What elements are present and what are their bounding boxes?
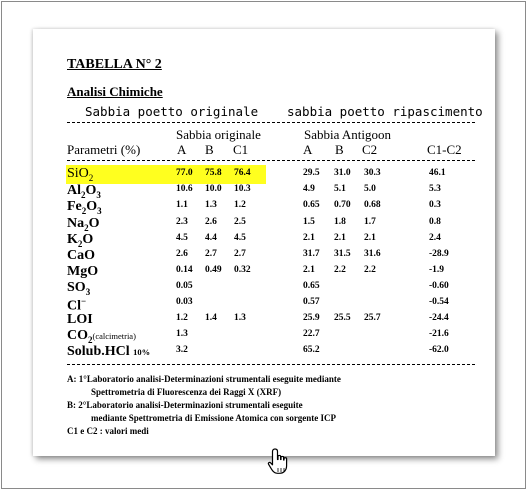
value-cell-c1: 1.3	[234, 313, 246, 323]
value-cell-b2: 5.1	[334, 184, 346, 194]
value-cell-a2: 0.57	[303, 297, 320, 307]
footnote-c-line: C1 e C2 : valori medi	[67, 426, 149, 436]
column-header-b2: B	[335, 142, 344, 157]
column-header-c1: C1	[233, 142, 249, 157]
value-cell-diff: -28.9	[429, 249, 449, 259]
column-header-a1: A	[177, 142, 187, 157]
value-cell-c2: 30.3	[364, 168, 381, 178]
value-cell-diff: 0.8	[429, 217, 441, 227]
value-cell-a2: 31.7	[303, 249, 320, 259]
value-cell-c2: 25.7	[364, 313, 381, 323]
value-cell-b2: 31.5	[334, 249, 351, 259]
value-cell-a2: 29.5	[303, 168, 320, 178]
value-cell-c1: 2.7	[234, 249, 246, 259]
mono-header-left: Sabbia poetto originale	[85, 104, 259, 119]
value-cell-diff: -21.6	[429, 329, 449, 339]
value-cell-a2: 4.9	[303, 184, 315, 194]
value-cell-c2: 2.2	[364, 265, 376, 275]
param-fe2o3: $Fe_2O_3$	[67, 199, 102, 216]
value-cell-a1: 0.05	[176, 281, 193, 291]
value-cell-b2: 2.2	[334, 265, 346, 275]
mono-header-right: sabbia poetto ripascimento	[287, 104, 483, 119]
param-mgo: MgO	[67, 264, 99, 279]
value-cell-diff: -24.4	[429, 313, 449, 323]
footnote-a-line1: A: 1°Laboratorio analisi-Determinazioni strumentali eseguite mediante	[67, 374, 341, 384]
value-cell-b1: 1.3	[205, 200, 217, 210]
value-cell-diff: -1.9	[429, 265, 445, 275]
footnote-b-line1: B: 2°Laboratorio analisi-Determinazioni strumentali eseguite	[67, 400, 303, 410]
value-cell-diff: -0.54	[429, 297, 449, 307]
param-cao: CaO	[67, 248, 95, 263]
value-cell-a2: 25.9	[303, 313, 320, 323]
hand-cursor-icon	[266, 447, 292, 477]
footnote-b-line2: mediante Spettrometria di Emissione Atomica con sorgente ICP	[91, 413, 337, 423]
value-cell-a1: 0.14	[176, 265, 193, 275]
param-sio2: SiO$_2$	[67, 166, 94, 183]
value-cell-b1: 0.49	[205, 265, 222, 275]
value-cell-diff: -62.0	[429, 345, 449, 355]
value-cell-b2: 2.1	[334, 233, 346, 243]
group-header-original: Sabbia originale	[176, 127, 261, 142]
value-cell-b1: 75.8	[205, 168, 222, 178]
value-cell-diff: 46.1	[429, 168, 446, 178]
value-cell-b2: 25.5	[334, 313, 351, 323]
value-cell-b1: 1.4	[205, 313, 217, 323]
value-cell-c2: 31.6	[364, 249, 381, 259]
value-cell-a1: 1.2	[176, 313, 188, 323]
value-cell-a1: 4.5	[176, 233, 188, 243]
param-na2o: $Na_2O$	[67, 216, 100, 233]
value-cell-a1: 0.03	[176, 297, 193, 307]
value-cell-c1: 0.32	[234, 265, 251, 275]
value-cell-a1: 2.3	[176, 217, 188, 227]
value-cell-a1: 10.6	[176, 184, 193, 194]
value-cell-b1: 10.0	[205, 184, 222, 194]
value-cell-c2: 2.1	[364, 233, 376, 243]
value-cell-a2: 0.65	[303, 200, 320, 210]
value-cell-diff: 2.4	[429, 233, 441, 243]
table-title: TABELLA N° 2	[67, 57, 162, 72]
value-cell-b1: 4.4	[205, 233, 217, 243]
value-cell-diff: 0.3	[429, 200, 441, 210]
value-cell-c2: 5.0	[364, 184, 376, 194]
value-cell-a2: 22.7	[303, 329, 320, 339]
column-header-diff: C1-C2	[427, 142, 462, 157]
value-cell-b1: 2.6	[205, 217, 217, 227]
param-al2o3: $Al_2O_3$	[67, 183, 101, 200]
column-header-c2: C2	[362, 142, 378, 157]
value-cell-b1: 2.7	[205, 249, 217, 259]
param-co2: $CO_2(calcimetria)$	[67, 328, 136, 345]
value-cell-b2: 31.0	[334, 168, 351, 178]
value-cell-a1: 1.1	[176, 200, 188, 210]
value-cell-a1: 2.6	[176, 249, 188, 259]
value-cell-a2: 65.2	[303, 345, 320, 355]
param-solub-hcl: Solub.HCl 10%	[67, 344, 151, 359]
value-cell-a1: 77.0	[176, 168, 193, 178]
column-header-b1: B	[205, 142, 214, 157]
document-page	[33, 29, 495, 456]
param-so3: $SO_3$	[67, 280, 91, 297]
dashed-rule-bottom	[67, 364, 475, 365]
value-cell-c2: 1.7	[364, 217, 376, 227]
value-cell-c1: 4.5	[234, 233, 246, 243]
group-header-antigoon: Sabbia Antigoon	[304, 127, 392, 142]
param-cl: Cl−	[67, 296, 87, 314]
section-subtitle: Analisi Chimiche	[67, 84, 163, 99]
value-cell-a2: 2.1	[303, 233, 315, 243]
value-cell-a1: 3.2	[176, 345, 188, 355]
value-cell-c1: 1.2	[234, 200, 246, 210]
value-cell-b2: 1.8	[334, 217, 346, 227]
column-header-a2: A	[303, 142, 313, 157]
value-cell-a2: 1.5	[303, 217, 315, 227]
value-cell-c1: 2.5	[234, 217, 246, 227]
param-k2o: $K_2O$	[67, 232, 94, 249]
value-cell-c1: 76.4	[234, 168, 251, 178]
dashed-rule-top	[67, 122, 475, 123]
value-cell-diff: -0.60	[429, 281, 449, 291]
column-header-param: Parametri (%)	[67, 142, 141, 157]
value-cell-c2: 0.68	[364, 200, 381, 210]
dashed-rule-header	[67, 160, 475, 161]
value-cell-a1: 1.3	[176, 329, 188, 339]
param-loi: LOI	[67, 312, 93, 327]
value-cell-diff: 5.3	[429, 184, 441, 194]
value-cell-a2: 0.65	[303, 281, 320, 291]
value-cell-c1: 10.3	[234, 184, 251, 194]
value-cell-b2: 0.70	[334, 200, 351, 210]
footnote-a-line2: Spettrometria di Fluorescenza dei Raggi X (XRF)	[91, 387, 282, 397]
value-cell-a2: 2.1	[303, 265, 315, 275]
